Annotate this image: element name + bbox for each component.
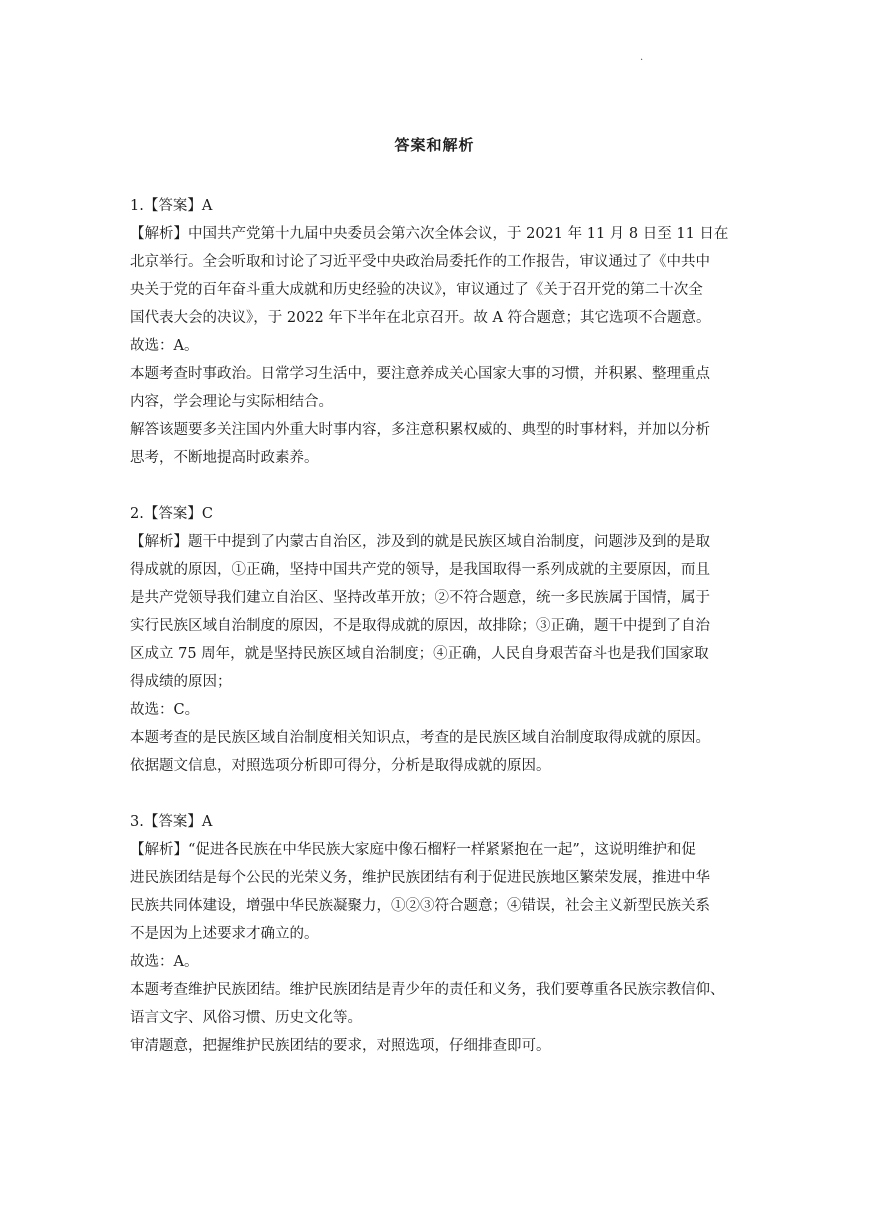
review-line: 本题考查维护民族团结。维护民族团结是青少年的责任和义务，我们要尊重各民族宗教信仰、 <box>130 982 725 998</box>
review-line: 内容，学会理论与实际相结合。 <box>130 394 333 410</box>
method-paragraph <box>130 752 742 780</box>
review-paragraph <box>130 724 742 752</box>
analysis-paragraph <box>130 836 742 948</box>
method-paragraph <box>130 1032 742 1060</box>
analysis-line: 进民族团结是每个公民的光荣义务，维护民族团结有利于促进民族地区繁荣发展，推进中华 <box>130 870 710 886</box>
analysis-line: 【解析】中国共产党第十九届中央委员会第六次全体会议，于 2021 年 11 月 8 日至 11 日在 <box>130 226 729 242</box>
choice-line: 故选：A。 <box>130 338 199 354</box>
answer-line: 3.【答案】A <box>130 814 213 830</box>
answer-content <box>130 192 742 1088</box>
review-line: 语言文字、风俗习惯、历史文化等。 <box>130 1010 362 1026</box>
analysis-line: 得成绩的原因； <box>130 674 232 690</box>
analysis-line: 区成立 75 周年，就是坚持民族区域自治制度；④正确，人民自身艰苦奋斗也是我们国家取 <box>130 646 709 662</box>
analysis-paragraph <box>130 220 742 332</box>
method-line: 思考，不断地提高时政素养。 <box>130 450 319 466</box>
method-line: 依据题文信息，对照选项分析即可得分，分析是取得成就的原因。 <box>130 758 551 774</box>
question-2-section <box>130 500 742 780</box>
analysis-line: 实行民族区域自治制度的原因，不是取得成就的原因，故排除；③正确，题干中提到了自治 <box>130 618 710 634</box>
question-3-section <box>130 808 742 1060</box>
review-paragraph <box>130 976 742 1032</box>
page-title: 答案和解析 <box>394 136 475 154</box>
analysis-line: 得成就的原因，①正确，坚持中国共产党的领导，是我国取得一系列成就的主要原因，而且 <box>130 562 710 578</box>
review-line: 本题考查的是民族区域自治制度相关知识点，考查的是民族区域自治制度取得成就的原因。 <box>130 730 710 746</box>
header-mark: . <box>640 52 644 63</box>
analysis-line: 民族共同体建设，增强中华民族凝聚力，①②③符合题意；④错误，社会主义新型民族关系 <box>130 898 710 914</box>
analysis-line: 不是因为上述要求才确立的。 <box>130 926 319 942</box>
analysis-line: 国代表大会的决议》，于 2022 年下半年在北京召开。故 A 符合题意；其它选项不合题意。 <box>130 310 711 326</box>
method-line: 解答该题要多关注国内外重大时事内容，多注意积累权威的、典型的时事材料，并加以分析 <box>130 422 710 438</box>
answer-line: 1.【答案】A <box>130 198 213 214</box>
analysis-line: 【解析】“促进各民族在中华民族大家庭中像石榴籽一样紧紧抱在一起”，这说明维护和促 <box>130 842 696 858</box>
answer-line: 2.【答案】C <box>130 506 213 522</box>
method-line: 审清题意，把握维护民族团结的要求，对照选项，仔细排查即可。 <box>130 1038 551 1054</box>
review-paragraph <box>130 360 742 416</box>
choice-line: 故选：C。 <box>130 702 200 718</box>
analysis-paragraph <box>130 528 742 696</box>
choice-line: 故选：A。 <box>130 954 199 970</box>
analysis-line: 是共产党领导我们建立自治区、坚持改革开放；②不符合题意，统一多民族属于国情，属于 <box>130 590 710 606</box>
analysis-line: 北京举行。全会听取和讨论了习近平受中央政治局委托作的工作报告，审议通过了《中共中 <box>130 254 710 270</box>
analysis-line: 央关于党的百年奋斗重大成就和历史经验的决议》，审议通过了《关于召开党的第二十次全 <box>130 282 703 298</box>
analysis-line: 【解析】题干中提到了内蒙古自治区，涉及到的就是民族区域自治制度，问题涉及到的是取 <box>130 534 710 550</box>
review-line: 本题考查时事政治。日常学习生活中，要注意养成关心国家大事的习惯，并积累、整理重点 <box>130 366 710 382</box>
method-paragraph <box>130 416 742 472</box>
question-1-section <box>130 192 742 472</box>
